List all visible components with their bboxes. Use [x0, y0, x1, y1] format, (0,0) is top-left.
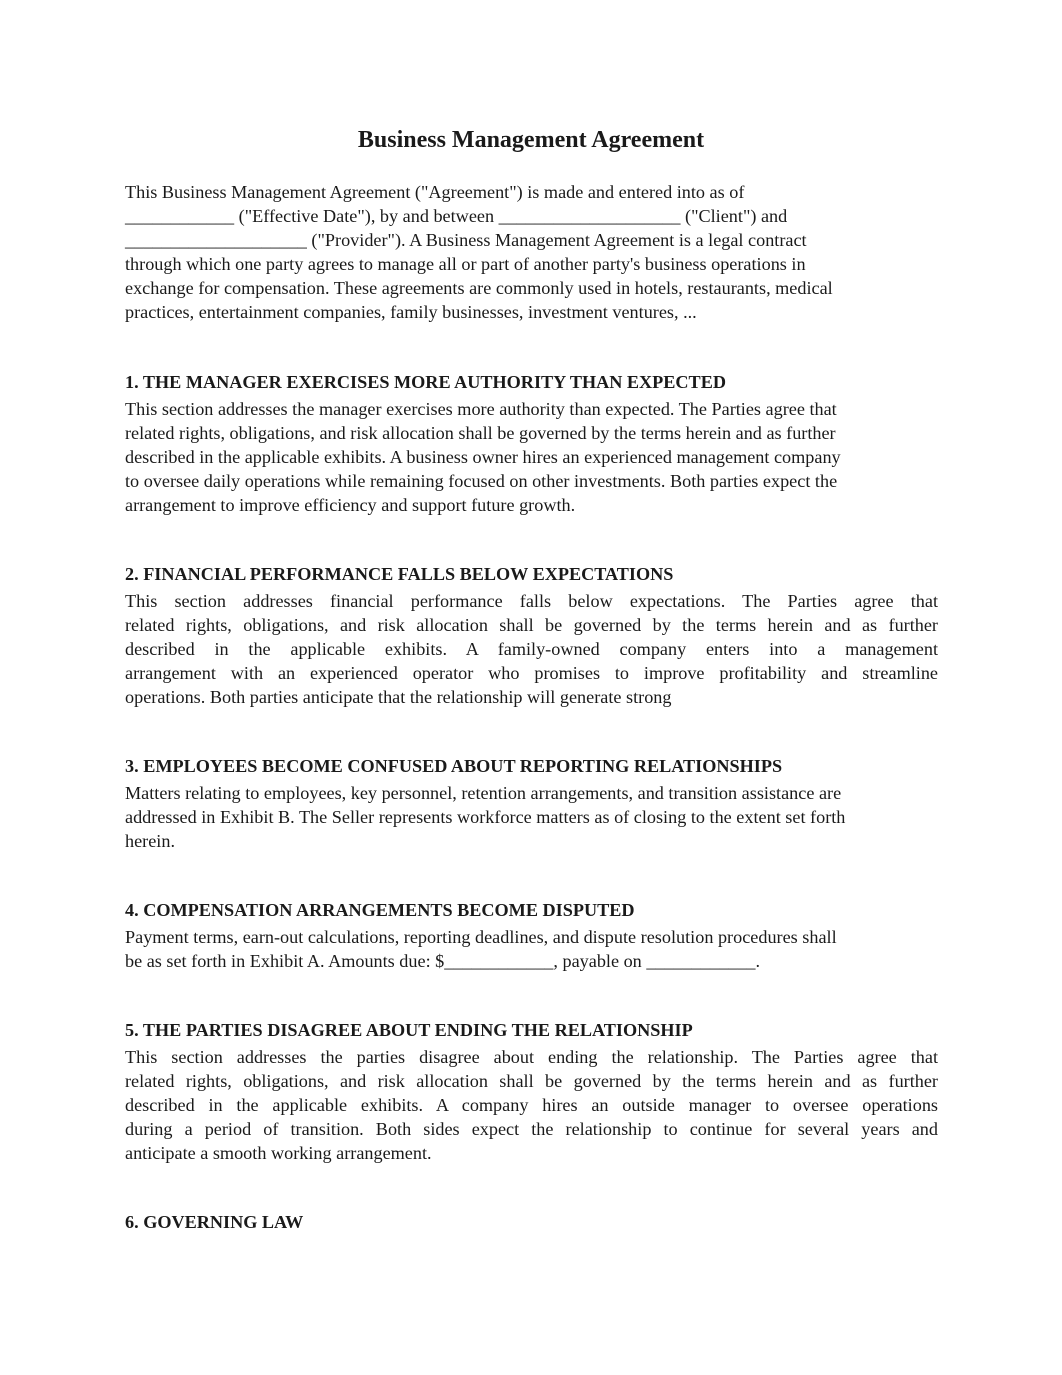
section-heading: 3. EMPLOYEES BECOME CONFUSED ABOUT REPORTING RELATIONSHIPS	[125, 756, 783, 776]
section-line: arrangement with an experienced operator who promises to improve profitability and streamline	[125, 663, 938, 683]
section-heading: 2. FINANCIAL PERFORMANCE FALLS BELOW EXPECTATIONS	[125, 564, 674, 584]
section-body	[125, 1045, 938, 1165]
intro-line: exchange for compensation. These agreements are commonly used in hotels, restaurants, medical	[125, 278, 833, 298]
section-body	[125, 781, 938, 853]
section-heading: 5. THE PARTIES DISAGREE ABOUT ENDING THE RELATIONSHIP	[125, 1020, 693, 1040]
section-line: This section addresses financial performance falls below expectations. The Parties agree that	[125, 591, 938, 611]
section-line: described in the applicable exhibits. A family-owned company enters into a management	[125, 639, 938, 659]
section-line: operations. Both parties anticipate that the relationship will generate strong	[125, 687, 672, 707]
section-line: This section addresses the parties disagree about ending the relationship. The Parties agree that	[125, 1047, 938, 1067]
section-line: Matters relating to employees, key personnel, retention arrangements, and transition assistance are	[125, 783, 842, 803]
section-line: arrangement to improve efficiency and support future growth.	[125, 495, 576, 515]
section-body	[125, 589, 938, 709]
section-line: related rights, obligations, and risk allocation shall be governed by the terms herein and as further	[125, 423, 836, 443]
document-title: Business Management Agreement	[357, 127, 705, 153]
intro-paragraph	[125, 180, 938, 324]
section-line: herein.	[125, 831, 175, 851]
section-body	[125, 397, 938, 517]
section-line: described in the applicable exhibits. A business owner hires an experienced management company	[125, 447, 841, 467]
section-line: during a period of transition. Both sides expect the relationship to continue for several years and	[125, 1119, 938, 1139]
section-line: related rights, obligations, and risk allocation shall be governed by the terms herein and as further	[125, 615, 938, 635]
section-line: addressed in Exhibit B. The Seller represents workforce matters as of closing to the extent set forth	[125, 807, 846, 827]
intro-line: ____________________ ("Provider"). A Business Management Agreement is a legal contract	[125, 230, 807, 250]
section-heading: 6. GOVERNING LAW	[125, 1212, 304, 1232]
section-line: described in the applicable exhibits. A company hires an outside manager to oversee operations	[125, 1095, 938, 1115]
section-heading: 1. THE MANAGER EXERCISES MORE AUTHORITY THAN EXPECTED	[125, 372, 726, 392]
section-line: Payment terms, earn-out calculations, reporting deadlines, and dispute resolution procedures shall	[125, 927, 837, 947]
intro-line: practices, entertainment companies, family businesses, investment ventures, ...	[125, 302, 697, 322]
intro-line: This Business Management Agreement ("Agreement") is made and entered into as of	[125, 182, 745, 202]
section-line: to oversee daily operations while remaining focused on other investments. Both parties expect the	[125, 471, 838, 491]
intro-line: through which one party agrees to manage all or part of another party's business operations in	[125, 254, 806, 274]
section-line: be as set forth in Exhibit A. Amounts due: $____________, payable on ____________.	[125, 951, 760, 971]
section-line: anticipate a smooth working arrangement.	[125, 1143, 432, 1163]
section-body	[125, 925, 938, 973]
section-heading: 4. COMPENSATION ARRANGEMENTS BECOME DISPUTED	[125, 900, 635, 920]
intro-line: ____________ ("Effective Date"), by and between ____________________ ("Client") and	[125, 206, 788, 226]
section-line: related rights, obligations, and risk allocation shall be governed by the terms herein and as further	[125, 1071, 938, 1091]
section-line: This section addresses the manager exercises more authority than expected. The Parties agree that	[125, 399, 837, 419]
